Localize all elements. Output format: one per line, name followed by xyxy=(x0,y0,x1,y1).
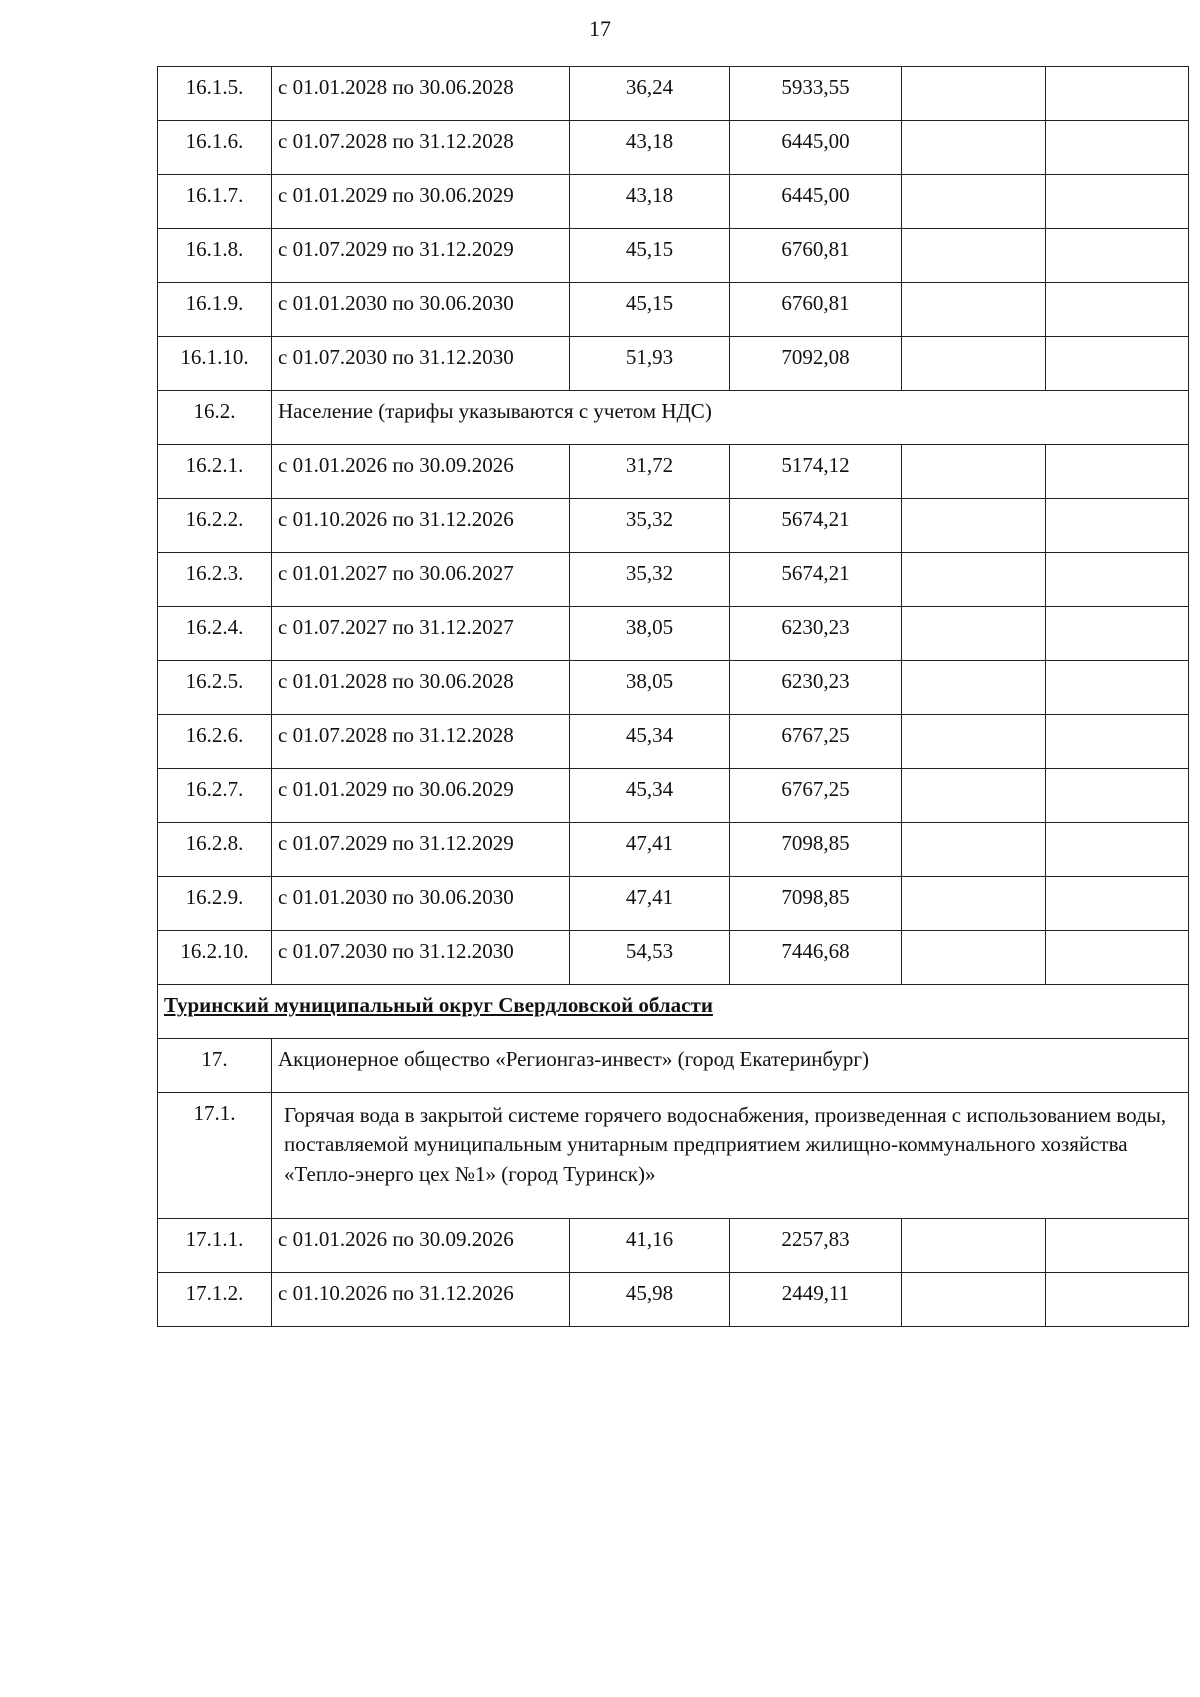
tariff-table-body xyxy=(158,67,1189,1327)
empty-cell xyxy=(1046,499,1189,553)
empty-cell xyxy=(1046,715,1189,769)
period-cell: с 01.07.2030 по 31.12.2030 xyxy=(272,337,570,391)
table-row xyxy=(158,823,1189,877)
table-row xyxy=(158,715,1189,769)
tariff-value-2: 2449,11 xyxy=(730,1273,902,1327)
tariff-value-2: 2257,83 xyxy=(730,1219,902,1273)
empty-cell xyxy=(902,337,1046,391)
tariff-value-2: 6230,23 xyxy=(730,607,902,661)
item-number: 17.1.1. xyxy=(158,1219,272,1273)
item-number: 16.2.1. xyxy=(158,445,272,499)
empty-cell xyxy=(1046,607,1189,661)
item-number: 16.2. xyxy=(158,391,272,445)
period-cell: с 01.01.2029 по 30.06.2029 xyxy=(272,175,570,229)
item-number: 16.2.5. xyxy=(158,661,272,715)
empty-cell xyxy=(1046,445,1189,499)
item-number: 16.2.3. xyxy=(158,553,272,607)
region-heading: Туринский муниципальный округ Свердловской области xyxy=(158,985,1189,1039)
period-cell: с 01.01.2030 по 30.06.2030 xyxy=(272,877,570,931)
tariff-value-1: 47,41 xyxy=(570,877,730,931)
table-row xyxy=(158,877,1189,931)
tariff-value-1: 45,34 xyxy=(570,715,730,769)
tariff-value-2: 6760,81 xyxy=(730,229,902,283)
period-cell: с 01.10.2026 по 31.12.2026 xyxy=(272,1273,570,1327)
tariff-value-1: 43,18 xyxy=(570,175,730,229)
tariff-value-1: 36,24 xyxy=(570,67,730,121)
tariff-value-2: 5674,21 xyxy=(730,499,902,553)
table-row xyxy=(158,445,1189,499)
table-row xyxy=(158,67,1189,121)
item-number: 16.1.9. xyxy=(158,283,272,337)
empty-cell xyxy=(1046,553,1189,607)
table-row xyxy=(158,607,1189,661)
tariff-value-1: 51,93 xyxy=(570,337,730,391)
item-number: 16.2.7. xyxy=(158,769,272,823)
empty-cell xyxy=(1046,1219,1189,1273)
tariff-value-2: 7098,85 xyxy=(730,823,902,877)
tariff-value-2: 6760,81 xyxy=(730,283,902,337)
item-number: 16.2.8. xyxy=(158,823,272,877)
table-row xyxy=(158,175,1189,229)
empty-cell xyxy=(1046,337,1189,391)
empty-cell xyxy=(902,877,1046,931)
empty-cell xyxy=(902,121,1046,175)
table-row xyxy=(158,121,1189,175)
empty-cell xyxy=(902,1219,1046,1273)
item-number: 16.2.9. xyxy=(158,877,272,931)
tariff-value-2: 5933,55 xyxy=(730,67,902,121)
tariff-value-1: 35,32 xyxy=(570,553,730,607)
item-number: 17. xyxy=(158,1039,272,1093)
tariff-value-2: 6767,25 xyxy=(730,769,902,823)
tariff-value-1: 31,72 xyxy=(570,445,730,499)
tariff-value-2: 6445,00 xyxy=(730,121,902,175)
item-number: 16.1.8. xyxy=(158,229,272,283)
empty-cell xyxy=(1046,283,1189,337)
tariff-value-2: 5174,12 xyxy=(730,445,902,499)
table-row xyxy=(158,661,1189,715)
tariff-value-2: 7098,85 xyxy=(730,877,902,931)
table-row xyxy=(158,1273,1189,1327)
period-cell: с 01.01.2029 по 30.06.2029 xyxy=(272,769,570,823)
item-number: 16.2.4. xyxy=(158,607,272,661)
period-cell: с 01.07.2028 по 31.12.2028 xyxy=(272,715,570,769)
item-number: 16.1.5. xyxy=(158,67,272,121)
empty-cell xyxy=(1046,931,1189,985)
table-row xyxy=(158,337,1189,391)
period-cell: с 01.01.2028 по 30.06.2028 xyxy=(272,661,570,715)
period-cell: с 01.07.2028 по 31.12.2028 xyxy=(272,121,570,175)
empty-cell xyxy=(902,283,1046,337)
table-row xyxy=(158,931,1189,985)
empty-cell xyxy=(902,931,1046,985)
item-number: 16.2.2. xyxy=(158,499,272,553)
empty-cell xyxy=(1046,229,1189,283)
section-heading-row xyxy=(158,1039,1189,1093)
tariff-value-1: 54,53 xyxy=(570,931,730,985)
section-heading-row xyxy=(158,1093,1189,1219)
tariff-value-1: 45,98 xyxy=(570,1273,730,1327)
tariff-value-1: 38,05 xyxy=(570,661,730,715)
table-row xyxy=(158,553,1189,607)
tariff-value-1: 45,15 xyxy=(570,283,730,337)
tariff-value-2: 7446,68 xyxy=(730,931,902,985)
tariff-value-1: 38,05 xyxy=(570,607,730,661)
tariff-value-1: 41,16 xyxy=(570,1219,730,1273)
item-number: 16.2.10. xyxy=(158,931,272,985)
empty-cell xyxy=(902,661,1046,715)
period-cell: с 01.01.2026 по 30.09.2026 xyxy=(272,445,570,499)
period-cell: с 01.01.2030 по 30.06.2030 xyxy=(272,283,570,337)
empty-cell xyxy=(902,445,1046,499)
period-cell: с 01.01.2028 по 30.06.2028 xyxy=(272,67,570,121)
tariff-value-1: 47,41 xyxy=(570,823,730,877)
empty-cell xyxy=(902,823,1046,877)
tariff-table xyxy=(157,66,1189,1327)
section-heading: Население (тарифы указываются с учетом НДС) xyxy=(272,391,1189,445)
empty-cell xyxy=(1046,1273,1189,1327)
section-heading: Горячая вода в закрытой системе горячего водоснабжения, произведенная с использованием воды, поставляемой муниципальным унитарным предприятием жилищно-коммунального хозяйства «Тепло-энерго цех №1» (город Туринск)» xyxy=(272,1093,1189,1219)
table-row xyxy=(158,769,1189,823)
empty-cell xyxy=(902,715,1046,769)
empty-cell xyxy=(902,229,1046,283)
tariff-value-2: 6445,00 xyxy=(730,175,902,229)
tariff-value-1: 43,18 xyxy=(570,121,730,175)
empty-cell xyxy=(1046,877,1189,931)
period-cell: с 01.07.2029 по 31.12.2029 xyxy=(272,823,570,877)
item-number: 17.1. xyxy=(158,1093,272,1219)
period-cell: с 01.07.2027 по 31.12.2027 xyxy=(272,607,570,661)
tariff-value-2: 5674,21 xyxy=(730,553,902,607)
table-row xyxy=(158,1219,1189,1273)
period-cell: с 01.07.2030 по 31.12.2030 xyxy=(272,931,570,985)
tariff-value-1: 45,15 xyxy=(570,229,730,283)
empty-cell xyxy=(1046,67,1189,121)
table-row xyxy=(158,499,1189,553)
tariff-value-2: 6230,23 xyxy=(730,661,902,715)
empty-cell xyxy=(1046,661,1189,715)
empty-cell xyxy=(902,67,1046,121)
tariff-value-1: 35,32 xyxy=(570,499,730,553)
item-number: 17.1.2. xyxy=(158,1273,272,1327)
empty-cell xyxy=(902,175,1046,229)
empty-cell xyxy=(1046,175,1189,229)
table-row xyxy=(158,283,1189,337)
empty-cell xyxy=(902,1273,1046,1327)
empty-cell xyxy=(902,769,1046,823)
table-row xyxy=(158,229,1189,283)
period-cell: с 01.01.2027 по 30.06.2027 xyxy=(272,553,570,607)
tariff-value-2: 7092,08 xyxy=(730,337,902,391)
period-cell: с 01.07.2029 по 31.12.2029 xyxy=(272,229,570,283)
section-heading: Акционерное общество «Регионгаз-инвест» (город Екатеринбург) xyxy=(272,1039,1189,1093)
empty-cell xyxy=(1046,769,1189,823)
tariff-value-1: 45,34 xyxy=(570,769,730,823)
empty-cell xyxy=(902,499,1046,553)
section-heading-row xyxy=(158,391,1189,445)
item-number: 16.1.7. xyxy=(158,175,272,229)
period-cell: с 01.10.2026 по 31.12.2026 xyxy=(272,499,570,553)
item-number: 16.1.10. xyxy=(158,337,272,391)
empty-cell xyxy=(1046,121,1189,175)
tariff-value-2: 6767,25 xyxy=(730,715,902,769)
item-number: 16.2.6. xyxy=(158,715,272,769)
empty-cell xyxy=(902,553,1046,607)
empty-cell xyxy=(1046,823,1189,877)
region-heading-row xyxy=(158,985,1189,1039)
empty-cell xyxy=(902,607,1046,661)
period-cell: с 01.01.2026 по 30.09.2026 xyxy=(272,1219,570,1273)
item-number: 16.1.6. xyxy=(158,121,272,175)
page-number: 17 xyxy=(589,16,611,41)
